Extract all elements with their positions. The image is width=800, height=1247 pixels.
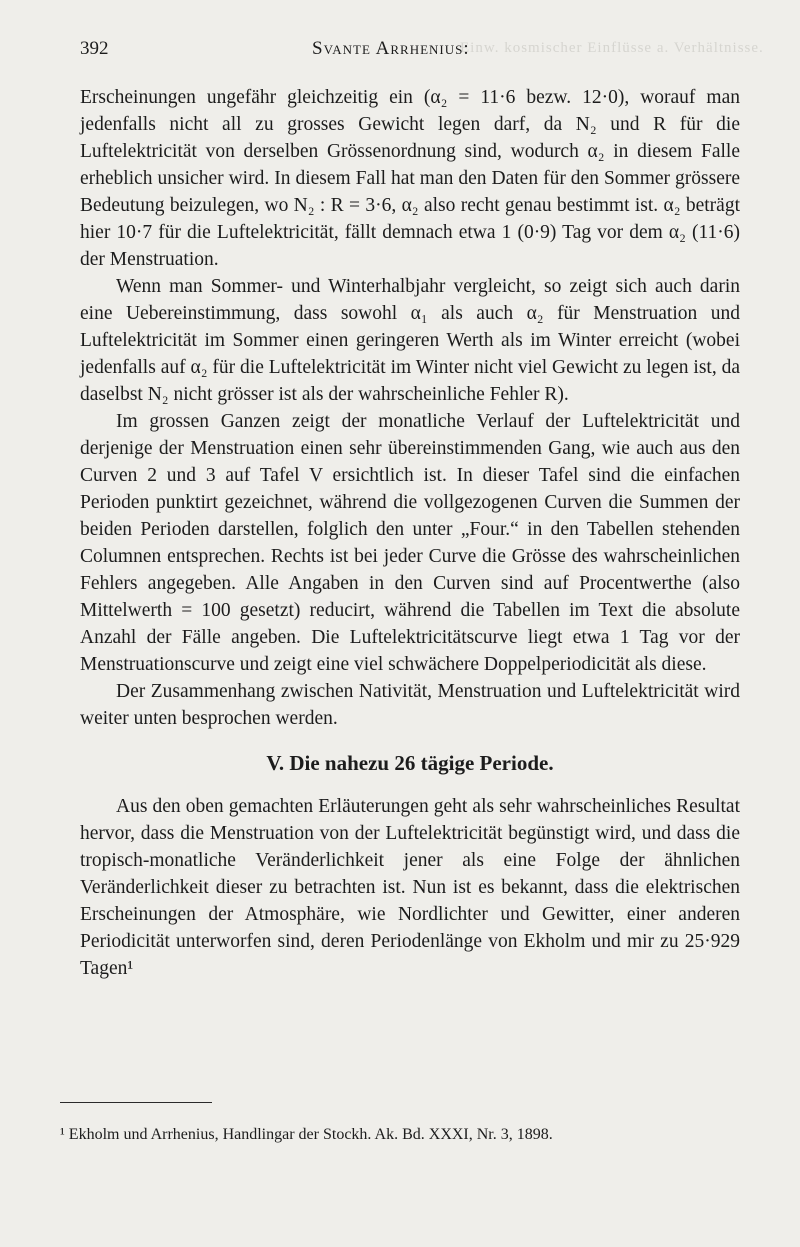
paragraph: Der Zusammenhang zwischen Nativität, Menstruation und Luftelektricität wird weiter unten besprochen werden. bbox=[80, 681, 740, 729]
running-head: Svante Arrhenius: bbox=[312, 38, 470, 59]
paragraph: Im grossen Ganzen zeigt der monatliche Verlauf der Luftelektricität und derjenige der Menstruation einen sehr übereinstimmenden Gang, wie auch aus den Curven 2 und 3 auf Tafel V ersichtlich ist. In dieser Tafel sind die einfachen Perioden punktirt gezeichnet, während die vollgezogenen Curven die Summen der beiden Perioden darstellen, folglich den unter „Four.“ in den Tabellen stehenden Columnen entsprechen. Rechts ist bei jeder Curve die Grösse des wahrscheinlichen Fehlers angegeben. Alle Angaben in den Curven sind auf Procentwerthe (also Mittelwerth = 100 gesetzt) reducirt, während die Tabellen im Text die absolute Anzahl der Fälle angeben. Die Luftelektricitätscurve liegt etwa 1 Tag vor der Menstruationscurve und zeigt eine viel schwächere Doppelperiodicität als diese. bbox=[80, 411, 740, 675]
paragraph: Erscheinungen ungefähr gleichzeitig ein (α₂ = 11·6 bezw. 12·0), worauf man jedenfalls nicht all zu grosses Gewicht legen darf, da N₂ und R für die Luftelektricität von derselben Grössenordnung sind, wodurch α₂ in diesem Falle erheblich unsicher wird. In diesem Fall hat man den Daten für den Sommer grössere Bedeutung beizulegen, wo N₂ : R = 3·6, α₂ also recht genau bestimmt ist. α₂ beträgt hier 10·7 für die Luftelektricität, fällt demnach etwa 1 (0·9) Tag vor dem α₂ (11·6) der Menstruation. bbox=[80, 87, 740, 270]
paragraph: Wenn man Sommer- und Winterhalbjahr vergleicht, so zeigt sich auch darin eine Uebereinstimmung, dass sowohl α₁ als auch α₂ für Menstruation und Luftelektricität im Sommer einen geringeren Werth als im Winter erreicht (wobei jedenfalls auf α₂ für die Luftelektricität im Winter nicht viel Gewicht zu legen ist, da daselbst N₂ nicht grösser ist als der wahrscheinliche Fehler R). bbox=[80, 276, 740, 405]
section-heading: V. Die nahezu 26 tägige Periode. bbox=[266, 751, 554, 775]
page-number: 392 bbox=[80, 38, 109, 59]
footnote: ¹ Ekholm und Arrhenius, Handlingar der Stockh. Ak. Bd. XXXI, Nr. 3, 1898. bbox=[60, 1126, 553, 1143]
paragraph: Aus den oben gemachten Erläuterungen geht als sehr wahrscheinliches Resultat hervor, dass die Menstruation von der Luftelektricität begünstigt wird, und dass die tropisch-monatliche Veränderlichkeit jener als eine Folge der ähnlichen Veränderlichkeit dieser zu betrachten ist. Nun ist es bekannt, dass die elektrischen Erscheinungen der Atmosphäre, wie Nordlichter und Gewitter, einer anderen Periodicität unterworfen sind, deren Periodenlänge von Ekholm und mir zu 25·929 Tagen¹ bbox=[80, 796, 740, 979]
bleed-through-text: Einw. kosmischer Einflüsse a. Verhältnisse. bbox=[460, 40, 764, 56]
body-text bbox=[80, 84, 740, 982]
page-header bbox=[80, 38, 740, 64]
footnote-divider bbox=[60, 1102, 212, 1103]
